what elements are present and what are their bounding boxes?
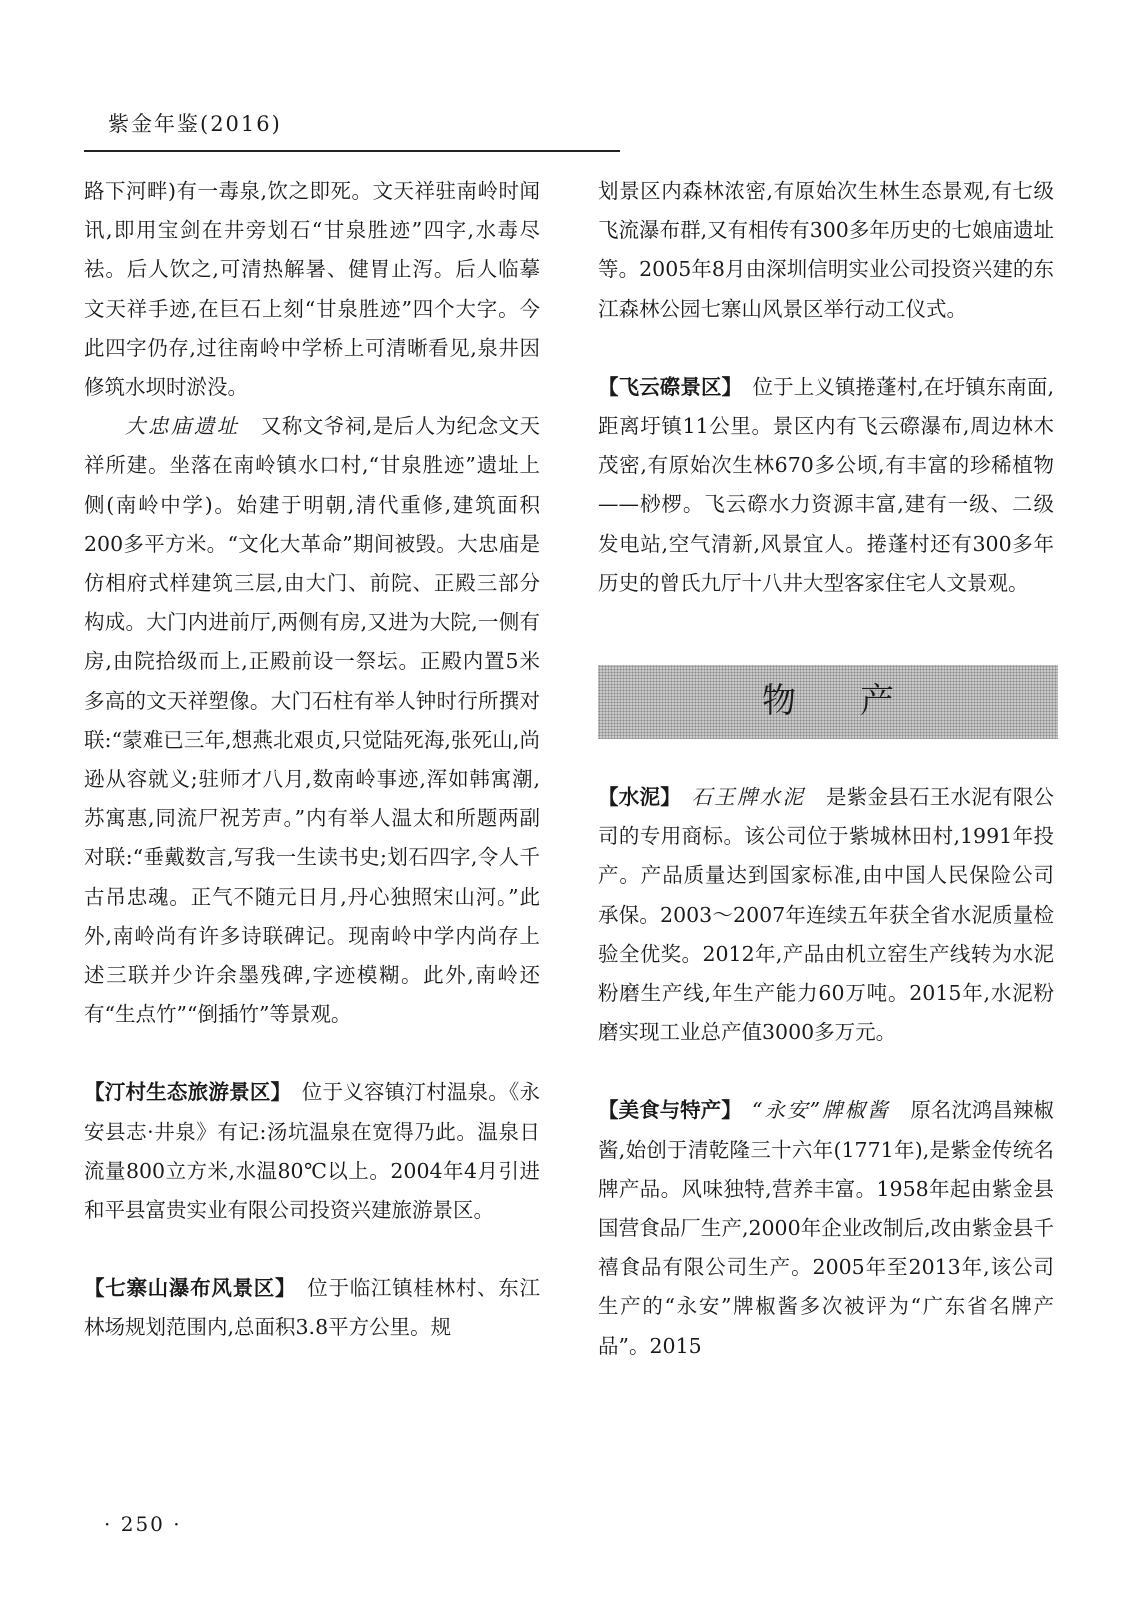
entry-cement [598, 778, 1054, 1052]
subheading-food: “永安”牌椒酱 [752, 1098, 890, 1123]
spacer [598, 739, 1054, 778]
right-column [598, 172, 1054, 1366]
entry-tingcun [84, 1073, 540, 1230]
spacer [598, 1052, 1054, 1091]
entry-label: 【水泥】 [598, 785, 671, 810]
paragraph-ganquan: 路下河畔)有一毒泉,饮之即死。文天祥驻南岭时闻讯,即用宝剑在井旁划石“甘泉胜迹”四字,水毒尽祛。后人饮之,可清热解暑、健胃止泻。后人临摹文天祥手迹,在巨石上刻“甘泉胜迹”四个大字。今此四字仍存,过往南岭中学桥上可清晰看见,泉井因修筑水坝时淤没。 [84, 179, 540, 400]
entry-label: 【飞云磜景区】 [598, 374, 732, 399]
section-heading: 物产 [598, 665, 1058, 739]
header-rule [84, 150, 620, 152]
entry-label: 【美食与特产】 [598, 1098, 732, 1123]
running-title: 紫金年鉴(2016) [108, 112, 282, 136]
entry-feiyunji [598, 368, 1054, 603]
entry-food [598, 1091, 1054, 1365]
entry-text: 原名沈鸿昌辣椒酱,始创于清乾隆三十六年(1771年),是紫金传统名牌产品。风味独特,营养丰富。1958年起由紫金县国营食品厂生产,2000年企业改制后,改由紫金县千禧食品有限公司生产。2005年至2013年,该公司生产的“永安”牌椒酱多次被评为“广东省名牌产品”。2015 [598, 1098, 1055, 1358]
paragraph-qizhaishan-cont: 划景区内森林浓密,有原始次生林生态景观,有七级飞流瀑布群,又有相传有300多年历史的七娘庙遗址等。2005年8月由深圳信明实业公司投资兴建的东江森林公园七寨山风景区举行动工仪式。 [598, 179, 1054, 321]
spacer [598, 329, 1054, 368]
spacer [598, 603, 1054, 661]
entry-text: 位于临江镇桂林村、东江林场规划范围内,总面积3.8平方公里。规 [84, 1276, 541, 1340]
paragraph-dazhongmiao [84, 407, 540, 1034]
subheading-cement: 石王牌水泥 [691, 785, 806, 810]
entry-label: 【七寨山瀑布风景区】 [84, 1276, 287, 1301]
entry-text: 位于义容镇汀村温泉。《永安县志·井泉》有记:汤坑温泉在宽得乃此。温泉日流量800立方米,水温80℃以上。2004年4月引进和平县富贵实业有限公司投资兴建旅游景区。 [84, 1080, 541, 1223]
paragraph-text: 又称文爷祠,是后人为纪念文天祥所建。坐落在南岭镇水口村,“甘泉胜迹”遗址上侧(南岭中学)。始建于明朝,清代重修,建筑面积200多平方米。“文化大革命”期间被毁。大忠庙是仿相府式样建筑三层,由大门、前院、正殿三部分构成。大门内进前厅,两侧有房,又进为大院,一侧有房,由院拾级而上,正殿前设一祭坛。正殿内置5米多高的文天祥塑像。大门石柱有举人钟时行所撰对联:“蒙难已三年,想燕北艰贞,只觉陆死海,张死山,尚逊从容就义;驻师才八月,数南岭事迹,浑如韩寓潮,苏寓惠,同流尸祝芳声。”内有举人温太和所题两副对联:“垂戴数言,写我一生读书史;划石四字,令人千古吊忠魂。正气不随元日月,丹心独照宋山河。”此外,南岭尚有许多诗联碑记。现南岭中学内尚存上述三联并少许余墨残碑,字迹模糊。此外,南岭还有“生点竹”“倒插竹”等景观。 [84, 414, 541, 1027]
spacer [84, 1034, 540, 1073]
entry-qizhaishan [84, 1269, 540, 1347]
entry-text: 位于上义镇捲蓬村,在圩镇东南面,距离圩镇11公里。景区内有飞云磜瀑布,周边林木茂密,有原始次生林670多公顷,有丰富的珍稀植物——桫椤。飞云磜水力资源丰富,建有一级、二级发电站,空气清新,风景宜人。捲蓬村还有300多年历史的曾氏九厅十八井大型客家住宅人文景观。 [598, 374, 1054, 595]
subheading-dazhongmiao: 大忠庙遗址 [125, 414, 240, 439]
left-column [84, 172, 540, 1348]
entry-text: 是紫金县石王水泥有限公司的专用商标。该公司位于紫城林田村,1991年投产。产品质量达到国家标准,由中国人民保险公司承保。2003～2007年连续五年获全省水泥质量检验全优奖。2012年,产品由机立窑生产线转为水泥粉磨生产线,年生产能力60万吨。2015年,水泥粉磨实现工业总产值3000多万元。 [598, 785, 1054, 1045]
entry-label: 【汀村生态旅游景区】 [84, 1080, 282, 1105]
page-number: · 250 · [104, 1512, 182, 1536]
spacer [84, 1230, 540, 1269]
